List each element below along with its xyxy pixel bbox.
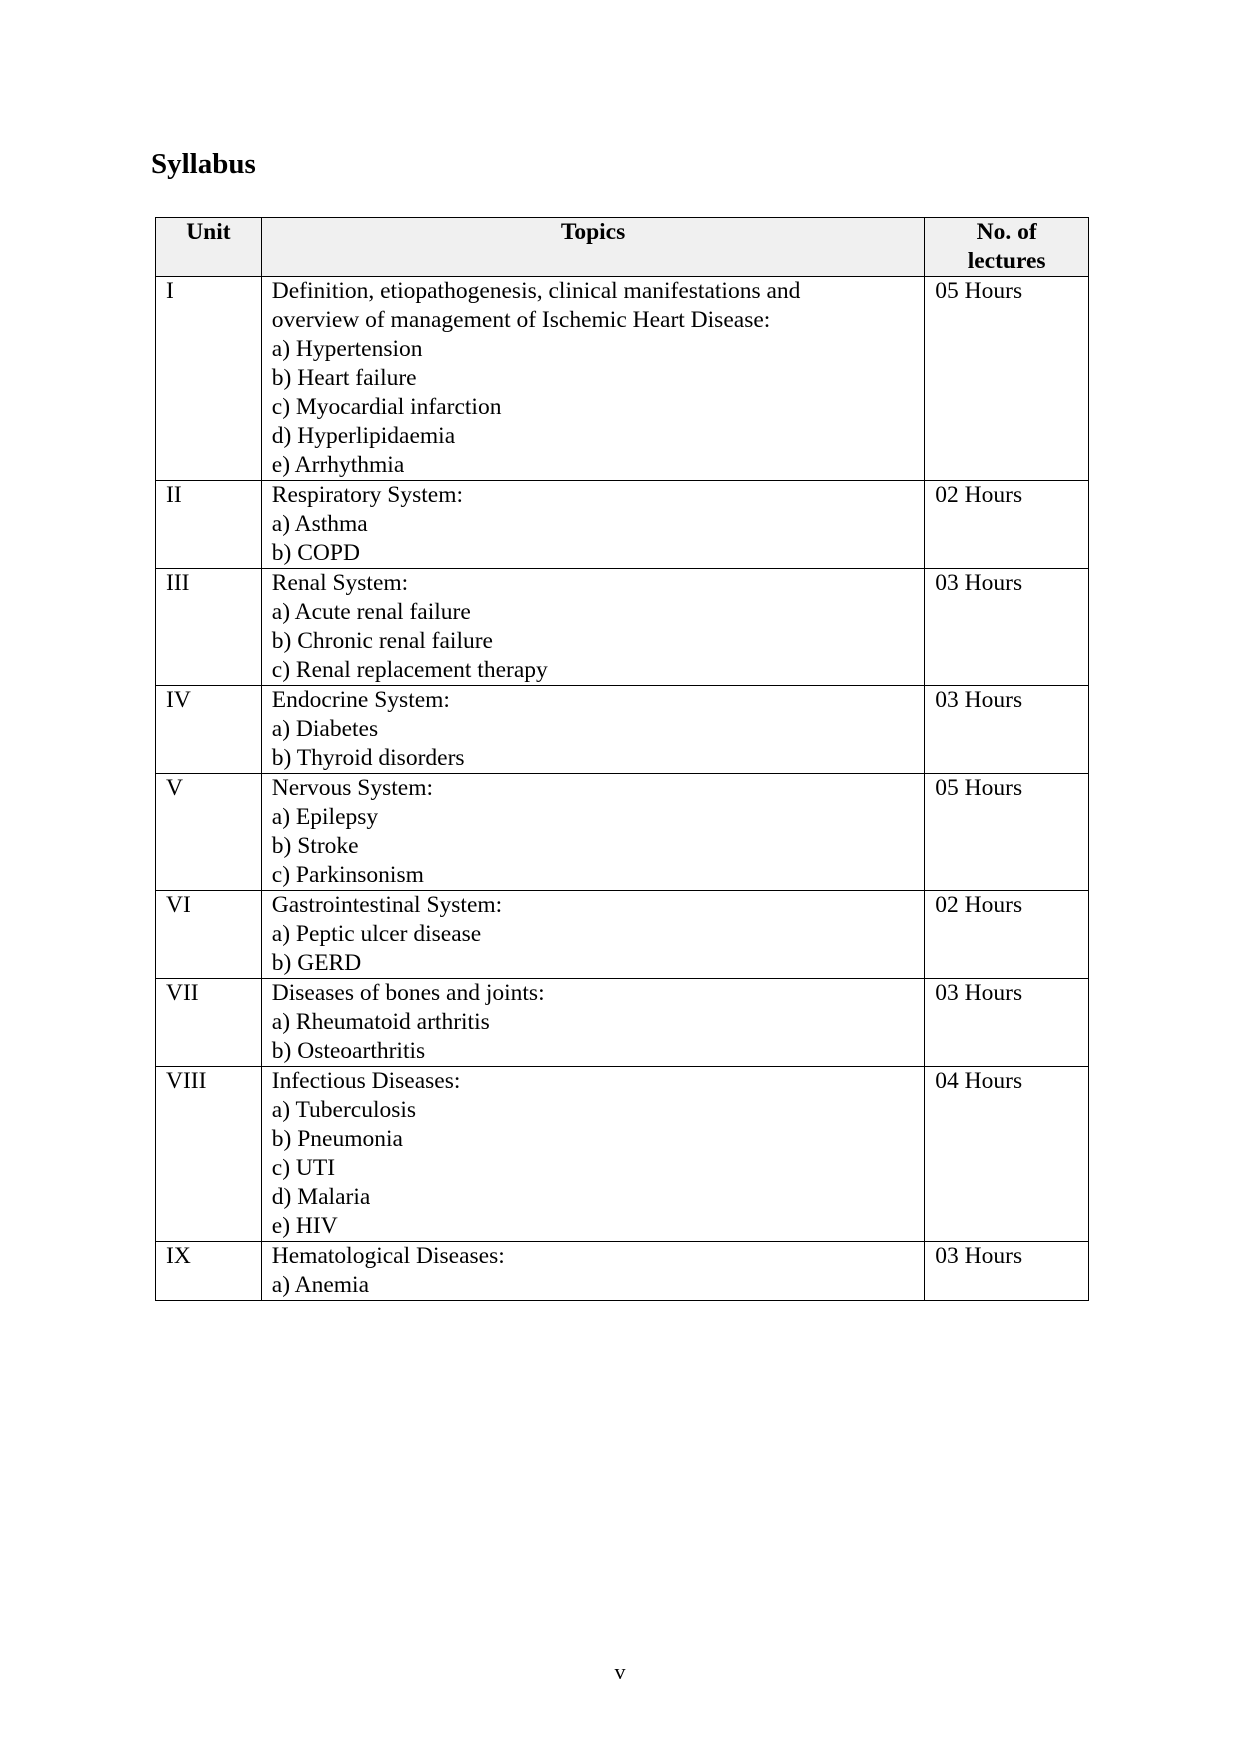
unit-cell: I [156, 277, 262, 481]
topic-line: b) Pneumonia [271, 1126, 403, 1152]
topics-cell [261, 1067, 925, 1242]
table-row [156, 1242, 1089, 1301]
topic-line: d) Malaria [271, 1184, 371, 1210]
topic-line: b) Thyroid disorders [271, 745, 465, 771]
topic-line: c) UTI [271, 1155, 336, 1181]
topic-line: a) Asthma [271, 511, 368, 537]
lectures-cell: 02 Hours [925, 481, 1089, 569]
table-row [156, 1067, 1089, 1242]
header-lectures-line2: lectures [967, 248, 1046, 274]
topics-cell [261, 686, 925, 774]
topic-line: Gastrointestinal System: [271, 892, 503, 918]
lectures-cell: 05 Hours [925, 774, 1089, 891]
topic-line: Infectious Diseases: [271, 1068, 461, 1094]
topic-line: b) Stroke [271, 833, 359, 859]
topic-line: c) Renal replacement therapy [271, 657, 548, 683]
lectures-cell: 02 Hours [925, 891, 1089, 979]
topic-line: a) Hypertension [271, 336, 423, 362]
lectures-cell: 03 Hours [925, 686, 1089, 774]
table-row [156, 774, 1089, 891]
table-row [156, 569, 1089, 686]
topics-cell [261, 979, 925, 1067]
page-number: v [614, 1659, 626, 1684]
unit-cell: II [156, 481, 262, 569]
topic-line: Definition, etiopathogenesis, clinical manifestations and [271, 278, 801, 304]
topics-cell [261, 277, 925, 481]
topics-cell [261, 891, 925, 979]
topic-line: b) GERD [271, 950, 362, 976]
topic-line: a) Epilepsy [271, 804, 379, 830]
topic-line: Respiratory System: [271, 482, 464, 508]
topic-line: Renal System: [271, 570, 409, 596]
topics-cell [261, 569, 925, 686]
topic-line: a) Tuberculosis [271, 1097, 417, 1123]
topics-cell [261, 481, 925, 569]
unit-cell: IX [156, 1242, 262, 1301]
lectures-cell: 04 Hours [925, 1067, 1089, 1242]
header-lectures [925, 218, 1089, 277]
topic-line: overview of management of Ischemic Heart Disease: [271, 307, 771, 333]
topic-line: Hematological Diseases: [271, 1243, 505, 1269]
page-title: Syllabus [151, 148, 256, 180]
table-body [156, 277, 1089, 1301]
table-row [156, 979, 1089, 1067]
topics-cell [261, 774, 925, 891]
topic-line: b) Osteoarthritis [271, 1038, 426, 1064]
topic-line: e) HIV [271, 1213, 338, 1239]
topic-line: a) Rheumatoid arthritis [271, 1009, 490, 1035]
topic-line: c) Parkinsonism [271, 862, 424, 888]
table-row [156, 481, 1089, 569]
lectures-cell: 05 Hours [925, 277, 1089, 481]
unit-cell: V [156, 774, 262, 891]
table-header-row [156, 218, 1089, 277]
topic-line: b) COPD [271, 540, 360, 566]
topic-line: c) Myocardial infarction [271, 394, 502, 420]
unit-cell: VIII [156, 1067, 262, 1242]
table-row [156, 686, 1089, 774]
topic-line: b) Chronic renal failure [271, 628, 493, 654]
table-row [156, 891, 1089, 979]
table-row [156, 277, 1089, 481]
topic-line: a) Peptic ulcer disease [271, 921, 482, 947]
header-unit: Unit [156, 218, 262, 277]
lectures-cell: 03 Hours [925, 979, 1089, 1067]
topics-cell [261, 1242, 925, 1301]
topic-line: a) Acute renal failure [271, 599, 471, 625]
unit-cell: IV [156, 686, 262, 774]
topic-line: d) Hyperlipidaemia [271, 423, 456, 449]
unit-cell: VI [156, 891, 262, 979]
lectures-cell: 03 Hours [925, 1242, 1089, 1301]
topic-line: Endocrine System: [271, 687, 450, 713]
topic-line: a) Diabetes [271, 716, 379, 742]
topic-line: Diseases of bones and joints: [271, 980, 545, 1006]
topic-line: a) Anemia [271, 1272, 370, 1298]
unit-cell: VII [156, 979, 262, 1067]
topic-line: e) Arrhythmia [271, 452, 405, 478]
topic-line: b) Heart failure [271, 365, 417, 391]
unit-cell: III [156, 569, 262, 686]
lectures-cell: 03 Hours [925, 569, 1089, 686]
topic-line: Nervous System: [271, 775, 434, 801]
header-lectures-line1: No. of [976, 219, 1037, 245]
syllabus-table [155, 217, 1089, 1301]
header-topics: Topics [261, 218, 925, 277]
